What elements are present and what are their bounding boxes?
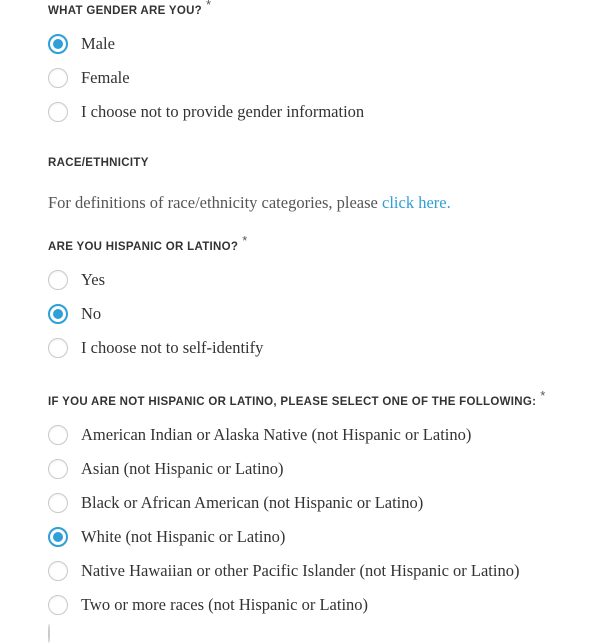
option-label: Male xyxy=(81,34,115,53)
race-select-heading-text: IF YOU ARE NOT HISPANIC OR LATINO, PLEASE SELECT ONE OF THE FOLLOWING: xyxy=(48,396,537,408)
hispanic-option-yes[interactable] xyxy=(48,268,105,292)
option-label: Female xyxy=(81,68,130,87)
gender-heading xyxy=(48,2,211,17)
race-definitions-text xyxy=(48,193,451,213)
required-marker: * xyxy=(540,388,546,403)
gender-option-male[interactable] xyxy=(48,32,115,56)
radio-button[interactable] xyxy=(48,34,68,54)
option-label: Black or African American (not Hispanic or Latino) xyxy=(81,493,424,512)
radio-button[interactable] xyxy=(48,425,68,445)
hispanic-heading-text: ARE YOU HISPANIC OR LATINO? xyxy=(48,241,239,253)
race-option-american-indian[interactable] xyxy=(48,423,471,447)
option-label: Asian (not Hispanic or Latino) xyxy=(81,459,284,478)
definitions-link[interactable]: click here. xyxy=(382,193,451,212)
race-select-heading xyxy=(48,388,546,408)
required-marker: * xyxy=(206,0,212,12)
radio-button[interactable] xyxy=(48,561,68,581)
next-option-partial[interactable] xyxy=(48,625,50,643)
race-option-black[interactable] xyxy=(48,491,423,515)
option-label: No xyxy=(81,304,102,323)
race-option-white[interactable] xyxy=(48,525,285,549)
option-label: American Indian or Alaska Native (not Hispanic or Latino) xyxy=(81,425,472,444)
option-label: I choose not to provide gender information xyxy=(81,102,365,121)
gender-option-decline[interactable] xyxy=(48,100,364,124)
option-label: Two or more races (not Hispanic or Latino) xyxy=(81,595,369,614)
option-label: Yes xyxy=(81,270,106,289)
radio-button[interactable] xyxy=(48,68,68,88)
radio-button[interactable] xyxy=(48,304,68,324)
gender-option-female[interactable] xyxy=(48,66,130,90)
required-marker: * xyxy=(242,233,248,248)
gender-heading-text: WHAT GENDER ARE YOU? xyxy=(48,5,203,17)
radio-button[interactable] xyxy=(48,493,68,513)
option-label: I choose not to self-identify xyxy=(81,338,264,357)
radio-button[interactable] xyxy=(48,595,68,615)
hispanic-option-no[interactable] xyxy=(48,302,101,326)
radio-button[interactable] xyxy=(48,102,68,122)
hispanic-heading xyxy=(48,233,248,253)
option-label: Native Hawaiian or other Pacific Islander (not Hispanic or Latino) xyxy=(81,561,520,580)
radio-button[interactable] xyxy=(48,338,68,358)
radio-button[interactable] xyxy=(48,459,68,479)
hispanic-option-decline[interactable] xyxy=(48,336,263,360)
race-option-two-or-more[interactable] xyxy=(48,593,368,617)
race-option-pacific-islander[interactable] xyxy=(48,559,519,583)
radio-button[interactable] xyxy=(48,624,50,643)
radio-button[interactable] xyxy=(48,270,68,290)
race-option-asian[interactable] xyxy=(48,457,284,481)
option-label: White (not Hispanic or Latino) xyxy=(81,527,286,546)
definitions-text: For definitions of race/ethnicity categories, please xyxy=(48,193,383,212)
race-heading: RACE/ETHNICITY xyxy=(48,157,149,169)
radio-button[interactable] xyxy=(48,527,68,547)
